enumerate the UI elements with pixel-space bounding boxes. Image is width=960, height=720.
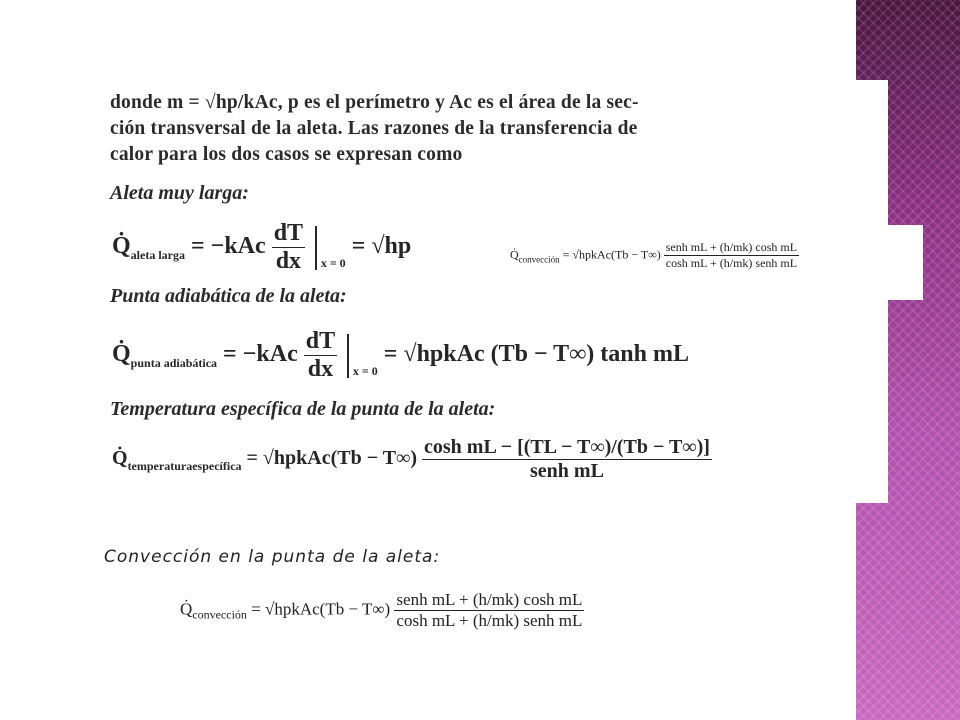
fraction-numerator: dT [305, 328, 336, 354]
intro-line-2: ción transversal de la aleta. Las razones de la transferencia de [110, 118, 638, 139]
equation-convection [180, 590, 584, 631]
intro-line-1: donde m = √hp/kAc, p es el perímetro y Ac es el área de la sec- [110, 92, 639, 113]
fraction-denominator: cosh mL + (h/mk) senh mL [396, 611, 583, 630]
evaluation-bar [347, 334, 349, 378]
q-symbol: Q̇ [112, 447, 128, 470]
q-subscript: aleta larga [130, 248, 185, 263]
q-symbol: Q̇ [510, 247, 519, 262]
fraction-numerator: senh mL + (h/mk) cosh mL [665, 240, 798, 254]
equation-convection-overlay [510, 240, 799, 271]
equation-rhs: = √hpkAc(Tb − T∞) [246, 447, 417, 470]
derivative-fraction [304, 328, 337, 383]
fraction-numerator: senh mL + (h/mk) cosh mL [396, 590, 583, 609]
equation-rhs: = −kAc [191, 233, 266, 260]
q-subscript: temperaturaespecífica [127, 459, 242, 474]
heading-specified-tip-temperature: Temperatura específica de la punta de la aleta: [110, 398, 496, 420]
fraction-numerator: cosh mL − [(TL − T∞)/(Tb − T∞)] [424, 436, 710, 458]
convection-fraction [664, 240, 799, 271]
equation-rhs: = √hpkAc(Tb − T∞) [562, 247, 661, 262]
equation-tail-root: = √hpkAc [383, 341, 485, 368]
equation-tail: = √hp [351, 233, 412, 260]
fraction-denominator: senh mL [530, 460, 604, 482]
q-subscript: convección [518, 254, 560, 265]
intro-line-3: calor para los dos casos se expresan como [110, 144, 463, 165]
fraction-denominator: cosh mL + (h/mk) senh mL [665, 256, 798, 270]
q-symbol: Q̇ [112, 341, 131, 368]
equation-tail: (Tb − T∞) tanh mL [490, 341, 689, 368]
heading-long-fin: Aleta muy larga: [110, 182, 249, 204]
equation-rhs: = −kAc [223, 341, 298, 368]
convection-fraction [394, 590, 584, 631]
derivative-fraction [272, 220, 305, 275]
q-subscript: punta adiabática [130, 356, 218, 371]
q-symbol: Q̇ [180, 599, 193, 619]
evaluation-bar [315, 226, 317, 270]
equation-specified-tip [112, 436, 712, 483]
caption-convection-tip: Convección en la punta de la aleta: [104, 547, 441, 567]
evaluation-limit: x = 0 [352, 364, 378, 379]
fraction-denominator: dx [275, 248, 302, 274]
heading-adiabatic-tip: Punta adiabática de la aleta: [110, 285, 347, 307]
q-symbol: Q̇ [112, 233, 131, 260]
specified-fraction [422, 436, 712, 483]
evaluation-limit: x = 0 [320, 256, 346, 271]
fraction-denominator: dx [307, 356, 334, 382]
equation-rhs: = √hpkAc(Tb − T∞) [251, 599, 391, 619]
q-subscript: convección [192, 607, 247, 622]
equation-long-fin [112, 220, 411, 275]
fraction-numerator: dT [273, 220, 304, 246]
equation-adiabatic-tip [112, 328, 689, 383]
